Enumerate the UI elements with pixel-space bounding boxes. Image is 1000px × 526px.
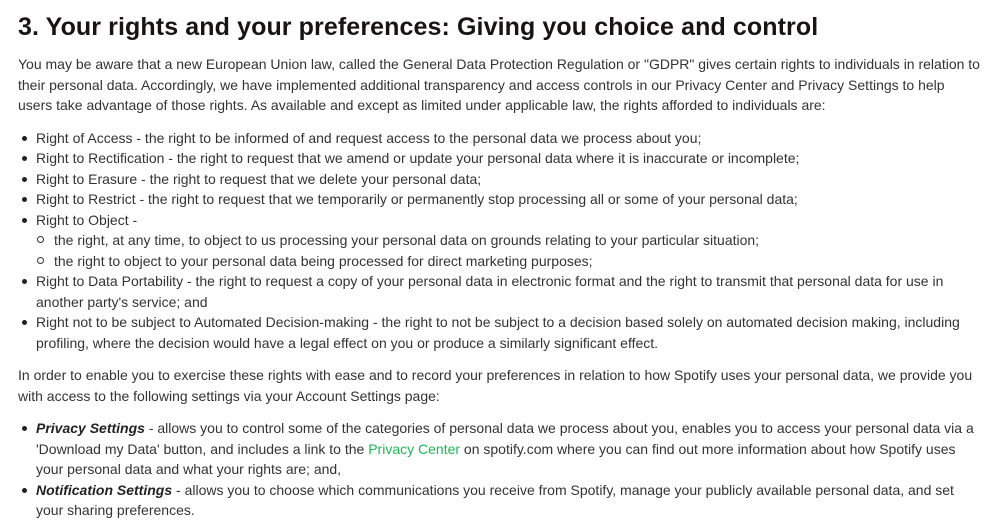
sub-item-object-situation: the right, at any time, to object to us processing your personal data on grounds relating to your particular situation; [36,230,982,251]
settings-list [18,418,982,521]
privacy-settings-text-before: - allows you to control some of the categories of personal data we process about you, enables you to access your personal data via a 'Download my Data' button, and includes a link to the [36,420,974,457]
right-to-object-label: Right to Object - [36,211,138,228]
sub-item-object-marketing: the right to object to your personal data being processed for direct marketing purposes; [36,251,982,272]
list-item-right-of-access: Right of Access - the right to be informed of and request access to the personal data we process about you; [18,128,982,149]
privacy-settings-text-after: on spotify.com where you can find out more information about how Spotify uses your personal data and what your rights are; and, [36,440,956,477]
list-item-privacy-settings [18,418,982,480]
list-item-right-to-rectification: Right to Rectification - the right to request that we amend or update your personal data where it is inaccurate or incomplete; [18,148,982,169]
list-item-right-to-restrict: Right to Restrict - the right to request that we temporarily or permanently stop processing all or some of your personal data; [18,189,982,210]
notification-settings-text: - allows you to choose which communications you receive from Spotify, manage your publicly available personal data, and set your sharing preferences. [36,481,954,518]
rights-list [18,128,982,354]
section-heading: 3. Your rights and your preferences: Giving you choice and control [18,13,819,41]
privacy-center-link[interactable]: Privacy Center [368,440,461,457]
list-item-right-to-object [18,210,982,272]
notification-settings-title: Notification Settings [36,481,173,498]
privacy-settings-title: Privacy Settings [36,420,145,436]
right-to-object-sublist [36,230,982,271]
settings-intro-paragraph: In order to enable you to exercise these rights with ease and to record your preferences in relation to how Spotify uses your personal data, we provide you with access to the following settings via your Account Settings page: [18,367,973,404]
list-item-right-not-automated: Right not to be subject to Automated Decision-making - the right to not be subject to a decision based solely on automated decision making, including profiling, where the decision would have a legal effect on you or produce a similarly significant effect. [18,312,982,353]
list-item-notification-settings [18,480,982,521]
list-item-right-to-erasure: Right to Erasure - the right to request that we delete your personal data; [18,169,982,190]
list-item-right-to-data-portability: Right to Data Portability - the right to request a copy of your personal data in electronic format and the right to transmit that personal data for use in another party's service; and [18,271,982,312]
intro-paragraph: You may be aware that a new European Union law, called the General Data Protection Regulation or "GDPR" gives certain rights to individuals in relation to their personal data. Accordingly, we have implemented additional transparency and access controls in our Privacy Center and Privacy Settings to help users take advantage of those rights. As available and except as limited under applicable law, the rights afforded to individuals are: [18,56,980,113]
